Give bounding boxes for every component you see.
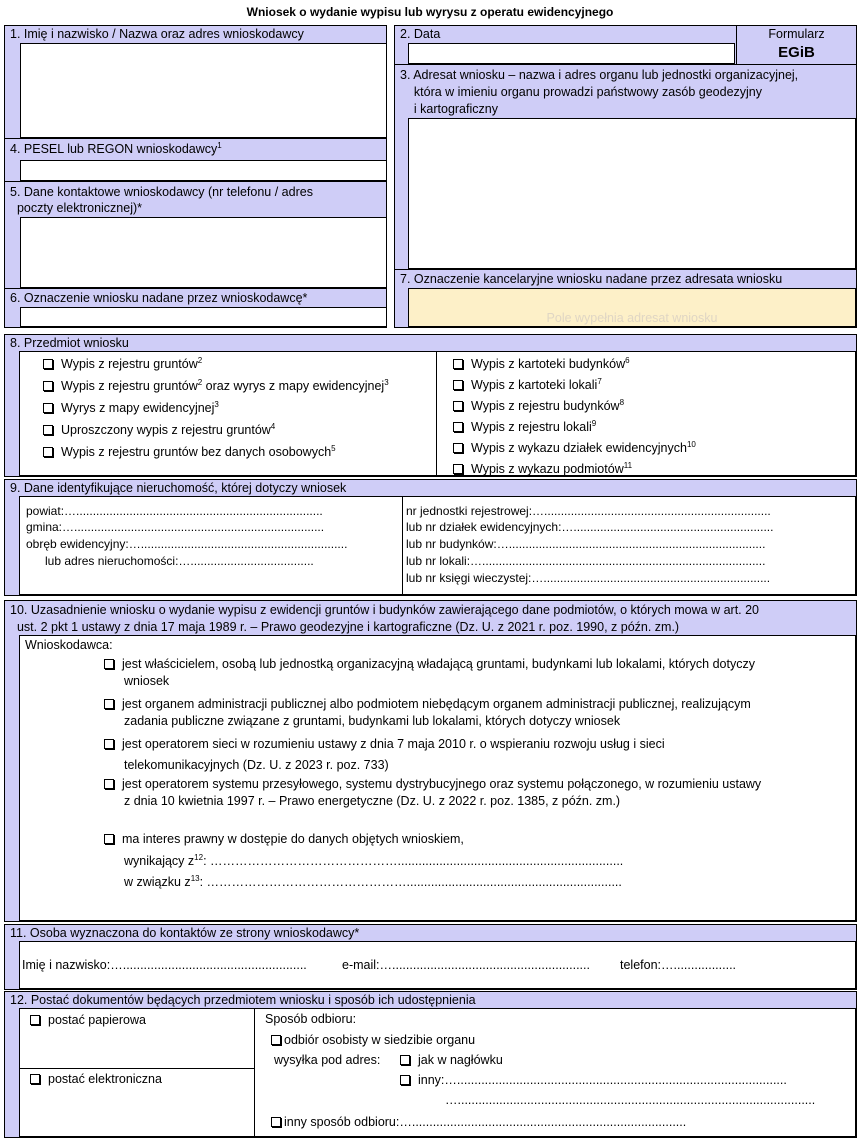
contact-name-field[interactable]: Imię i nazwisko:…..................................................... — [22, 958, 307, 972]
option-land-extract-no-personal-data[interactable]: Wypis z rejestru gruntów bez danych osobowych$^5$ — [43, 445, 336, 460]
justification-network-operator[interactable]: jest operatorem sieci w rozumieniu ustawy z dnia 7 maja 2010 r. o wspieraniu rozwoju usług i sieci telekomunikacyjnych (Dz. U. z 2023 r. poz. 733) — [104, 734, 665, 776]
section-9-label: 9. Dane identyfikujące nieruchomość, której dotyczy wniosek — [5, 480, 351, 496]
section-3-label: 3. Adresat wniosku – nazwa i adres organu lub jednostki organizacyjnej, która w imieniu organu prowadzi państwowy zasób geodezyjny i kartograficzny — [395, 66, 803, 119]
option-entities-list[interactable]: Wypis z wykazu podmiotów$^{11}$ — [453, 462, 632, 477]
checkbox-icon — [43, 425, 53, 435]
justification-public-authority[interactable]: jest organem administracji publicznej albo podmiotem niebędącym organem administracji publicznej, realizującym zadania publiczne związane z gruntami, budynkami lub lokalami, których dotyczy wniosek — [104, 696, 751, 730]
option-land-register-extract[interactable]: Wypis z rejestru gruntów$^2$ — [43, 357, 202, 372]
option-simplified-land-extract[interactable]: Uproszczony wypis z rejestru gruntów$^4$ — [43, 423, 275, 438]
other-address-line2[interactable]: …....................................................................................................... — [445, 1093, 816, 1107]
justification-legal-interest[interactable]: ma interes prawny w dostępie do danych objętych wnioskiem, — [104, 832, 464, 847]
justification-energy-operator[interactable]: jest operatorem systemu przesyłowego, systemu dystrybucyjnego oraz systemu połączonego, w rozumieniu ustawy z dnia 10 kwietnia 1997 r. – Prawo energetyczne (Dz. U. z 2022 r. poz. 1385, z późn. zm.) — [104, 776, 761, 810]
checkbox-icon — [104, 834, 114, 844]
applicant-reference-field[interactable] — [20, 307, 387, 327]
section-4 — [4, 138, 387, 182]
pesel-regon-field[interactable] — [20, 160, 387, 181]
addressee-field[interactable] — [408, 118, 856, 269]
section-11 — [4, 924, 857, 990]
formularz-box — [736, 25, 857, 65]
contact-email-field[interactable]: e-mail:…......................................................... — [342, 958, 590, 972]
justification-owner[interactable]: jest właścicielem, osobą lub jednostką organizacyjną władającą gruntami, budynkami lub lokalami, których dotyczy wniosek — [104, 656, 755, 690]
option-premises-file[interactable]: Wypis z kartoteki lokali$^7$ — [453, 378, 602, 393]
applicant-name-address-field[interactable] — [20, 43, 387, 138]
wnioskodawca-label: Wnioskodawca: — [25, 638, 113, 652]
section-10-label: 10. Uzasadnienie wniosku o wydanie wypisu z ewidencji gruntów i budynków zawierającego dane podmiotów, o których mowa w art. 20 ust. 2 pkt 1 ustawy z dnia 17 maja 1989 r. – Prawo geodezyjne i kartograficzne (Dz. U. z 2021 r. poz. 1990, z późn. zm.) — [5, 601, 764, 637]
section-5 — [4, 181, 387, 289]
option-header-address[interactable]: jak w nagłówku — [400, 1053, 503, 1068]
option-paper[interactable]: postać papierowa — [30, 1013, 146, 1028]
date-field[interactable] — [408, 43, 735, 64]
form-electronic-panel — [19, 1068, 255, 1137]
option-premises-register[interactable]: Wypis z rejestru lokali$^9$ — [453, 420, 596, 435]
formularz-code: EGiB — [778, 44, 815, 61]
form-title: Wniosek o wydanie wypisu lub wyrysu z operatu ewidencyjnego — [246, 5, 614, 19]
checkbox-icon — [43, 447, 53, 457]
gmina-field[interactable]: gmina:…........................................................................... — [26, 520, 325, 534]
contact-details-field[interactable] — [20, 217, 387, 288]
section-10-body — [19, 635, 856, 921]
land-book-field[interactable]: lub nr księgi wieczystej:….................................................................... — [406, 571, 771, 585]
section-7-label: 7. Oznaczenie kancelaryjne wniosku nadane przez adresata wniosku — [395, 271, 787, 287]
section-12 — [4, 991, 857, 1138]
option-other-address[interactable]: inny:…............................................................................................... — [400, 1073, 787, 1088]
section-6 — [4, 288, 387, 328]
checkbox-icon — [400, 1055, 410, 1065]
section-4-label: 4. PESEL lub REGON wnioskodawcy$^1$ — [5, 141, 227, 157]
option-parcels-list[interactable]: Wypis z wykazu działek ewidencyjnych$^{10}$ — [453, 441, 696, 456]
checkbox-icon — [453, 422, 463, 432]
option-personal-pickup[interactable]: odbiór osobisty w siedzibie organu — [271, 1033, 475, 1048]
wzwiazku-field[interactable]: w związku $z^{13}$: ………………………………………….............................................................. — [124, 874, 622, 889]
checkbox-icon — [104, 739, 114, 749]
checkbox-icon — [453, 401, 463, 411]
form-paper-panel — [19, 1008, 255, 1069]
checkbox-icon — [453, 380, 463, 390]
wynikajacy-field[interactable]: wynikający $z^{12}$: ………………………………………................................................................. — [124, 853, 624, 868]
formularz-label: Formularz — [768, 27, 825, 41]
section-2-label: 2. Data — [395, 26, 445, 42]
option-building-register[interactable]: Wypis z rejestru budynków$^8$ — [453, 399, 624, 414]
checkbox-icon — [30, 1015, 40, 1025]
option-electronic[interactable]: postać elektroniczna — [30, 1072, 162, 1087]
section-3 — [394, 64, 857, 270]
section-11-label: 11. Osoba wyznaczona do kontaktów ze strony wnioskodawcy* — [5, 925, 364, 941]
delivery-method-label: Sposób odbioru: — [265, 1012, 357, 1026]
section-8-label: 8. Przedmiot wniosku — [5, 335, 134, 351]
checkbox-icon — [453, 359, 463, 369]
registry-unit-field[interactable]: nr jednostki rejestrowej:….................................................................... — [406, 504, 771, 518]
contact-phone-field[interactable]: telefon:….................. — [620, 958, 737, 972]
address-field[interactable]: lub adres nieruchomości:…..................................... — [45, 554, 314, 568]
obreb-field[interactable]: obręb ewidencyjny:….............................................................. — [26, 537, 348, 551]
shipping-address-label: wysyłka pod adres: — [274, 1053, 381, 1067]
registry-placeholder: Pole wypełnia adresat wniosku — [546, 311, 718, 325]
option-land-register-extract-and-map[interactable]: Wypis z rejestru gruntów$^2$ oraz wyrys z mapy ewidencyjnej$^3$ — [43, 379, 389, 394]
option-map-extract[interactable]: Wyrys z mapy ewidencyjnej$^3$ — [43, 401, 219, 416]
section-1-label: 1. Imię i nazwisko / Nazwa oraz adres wnioskodawcy — [5, 26, 309, 42]
checkbox-icon — [43, 359, 53, 369]
parcel-numbers-field[interactable]: lub nr działek ewidencyjnych:…............................................................ — [406, 520, 774, 534]
premises-numbers-field[interactable]: lub nr lokali:…..................................................................................... — [406, 554, 766, 568]
delivery-panel — [254, 1008, 856, 1137]
checkbox-icon — [271, 1035, 281, 1045]
section-9-left-panel — [19, 496, 403, 595]
section-12-label: 12. Postać dokumentów będących przedmiotem wniosku i sposób ich udostępnienia — [5, 992, 481, 1008]
section-9 — [4, 479, 857, 596]
section-1 — [4, 25, 387, 139]
section-7 — [394, 269, 857, 328]
building-numbers-field[interactable]: lub nr budynków:…............................................................................. — [406, 537, 766, 551]
checkbox-icon — [453, 443, 463, 453]
section-6-label: 6. Oznaczenie wniosku nadane przez wnioskodawcę* — [5, 290, 312, 306]
checkbox-icon — [400, 1075, 410, 1085]
option-building-file[interactable]: Wypis z kartoteki budynków$^6$ — [453, 357, 630, 372]
section-11-body — [19, 941, 856, 989]
section-8-right-panel — [436, 351, 856, 476]
checkbox-icon — [30, 1074, 40, 1084]
section-10 — [4, 600, 857, 922]
section-8-left-panel — [19, 351, 437, 476]
checkbox-icon — [271, 1117, 281, 1127]
section-2 — [394, 25, 737, 65]
checkbox-icon — [104, 659, 114, 669]
option-other-delivery[interactable]: inny sposób odbioru:…............................................................................... — [271, 1115, 686, 1130]
section-8 — [4, 334, 857, 477]
section-5-label: 5. Dane kontaktowe wnioskodawcy (nr telefonu / adres poczty elektronicznej)* — [5, 183, 318, 217]
checkbox-icon — [104, 699, 114, 709]
checkbox-icon — [104, 779, 114, 789]
section-9-right-panel — [402, 496, 856, 595]
checkbox-icon — [43, 403, 53, 413]
powiat-field[interactable]: powiat:….......................................................................... — [26, 504, 323, 518]
checkbox-icon — [43, 381, 53, 391]
checkbox-icon — [453, 464, 463, 474]
